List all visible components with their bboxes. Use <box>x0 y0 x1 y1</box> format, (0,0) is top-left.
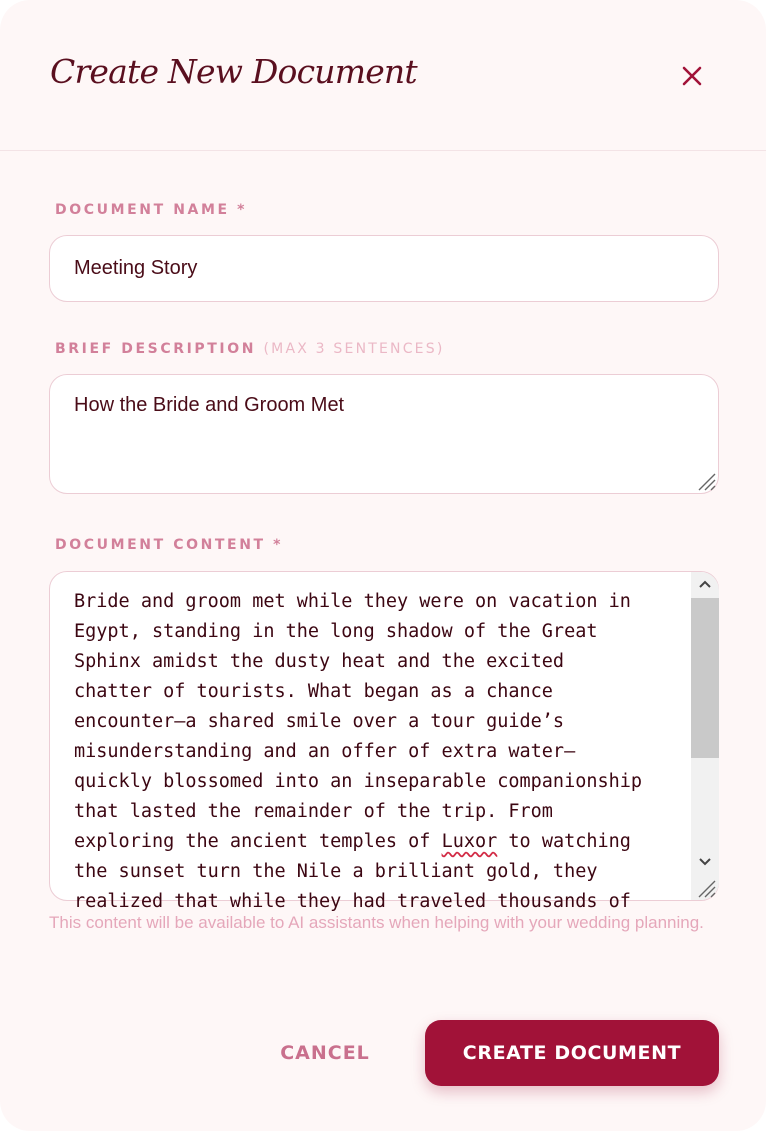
scroll-up-button[interactable] <box>691 572 719 596</box>
document-name-label: DOCUMENT NAME * <box>55 202 248 218</box>
content-line: exploring the ancient temples of <box>74 831 442 852</box>
dialog-header <box>0 0 766 151</box>
document-name-input[interactable] <box>49 235 719 302</box>
brief-description-value: How the Bride and Groom Met <box>74 394 345 416</box>
create-document-button[interactable]: CREATE DOCUMENT <box>425 1020 719 1086</box>
document-content-textarea[interactable] <box>49 571 719 912</box>
resize-grip-icon[interactable] <box>695 470 717 492</box>
resize-grip-icon[interactable] <box>695 877 717 899</box>
brief-description-label-text: BRIEF DESCRIPTION <box>55 341 257 357</box>
content-line: realized that while they had traveled thousands of <box>74 891 631 912</box>
document-content-text <box>74 587 684 917</box>
scroll-thumb[interactable] <box>691 598 719 758</box>
content-line-tail: to watching <box>497 831 631 852</box>
content-line: encounter—a shared smile over a tour guide’s <box>74 711 565 732</box>
brief-description-label <box>55 341 444 357</box>
brief-description-textarea[interactable] <box>49 374 719 494</box>
close-button[interactable] <box>674 58 710 94</box>
content-line: that lasted the remainder of the trip. From <box>74 801 553 822</box>
content-viewport <box>50 572 691 912</box>
document-name-value: Meeting Story <box>74 257 198 279</box>
close-icon <box>681 65 703 87</box>
misspelled-word[interactable]: Luxor <box>441 831 498 852</box>
content-line: chatter of tourists. What began as a chance <box>74 681 553 702</box>
content-line: quickly blossomed into an inseparable companionship <box>74 771 643 792</box>
content-line: Egypt, standing in the long shadow of the Great <box>74 621 598 642</box>
chevron-up-icon <box>698 579 712 589</box>
content-helper-text: This content will be available to AI assistants when helping with your wedding planning. <box>49 913 704 932</box>
chevron-down-icon <box>698 857 712 867</box>
document-content-label: DOCUMENT CONTENT * <box>55 537 284 553</box>
scroll-down-button[interactable] <box>691 850 719 874</box>
content-line: Bride and groom met while they were on vacation in <box>74 591 631 612</box>
dialog-title: Create New Document <box>50 52 417 91</box>
content-line: the sunset turn the Nile a brilliant gold, they <box>74 861 598 882</box>
content-line: Sphinx amidst the dusty heat and the excited <box>74 651 565 672</box>
content-line: misunderstanding and an offer of extra water— <box>74 741 576 762</box>
brief-description-hint: (MAX 3 SENTENCES) <box>263 341 445 357</box>
content-scrollbar[interactable] <box>691 572 719 900</box>
cancel-button[interactable]: CANCEL <box>280 1042 370 1064</box>
